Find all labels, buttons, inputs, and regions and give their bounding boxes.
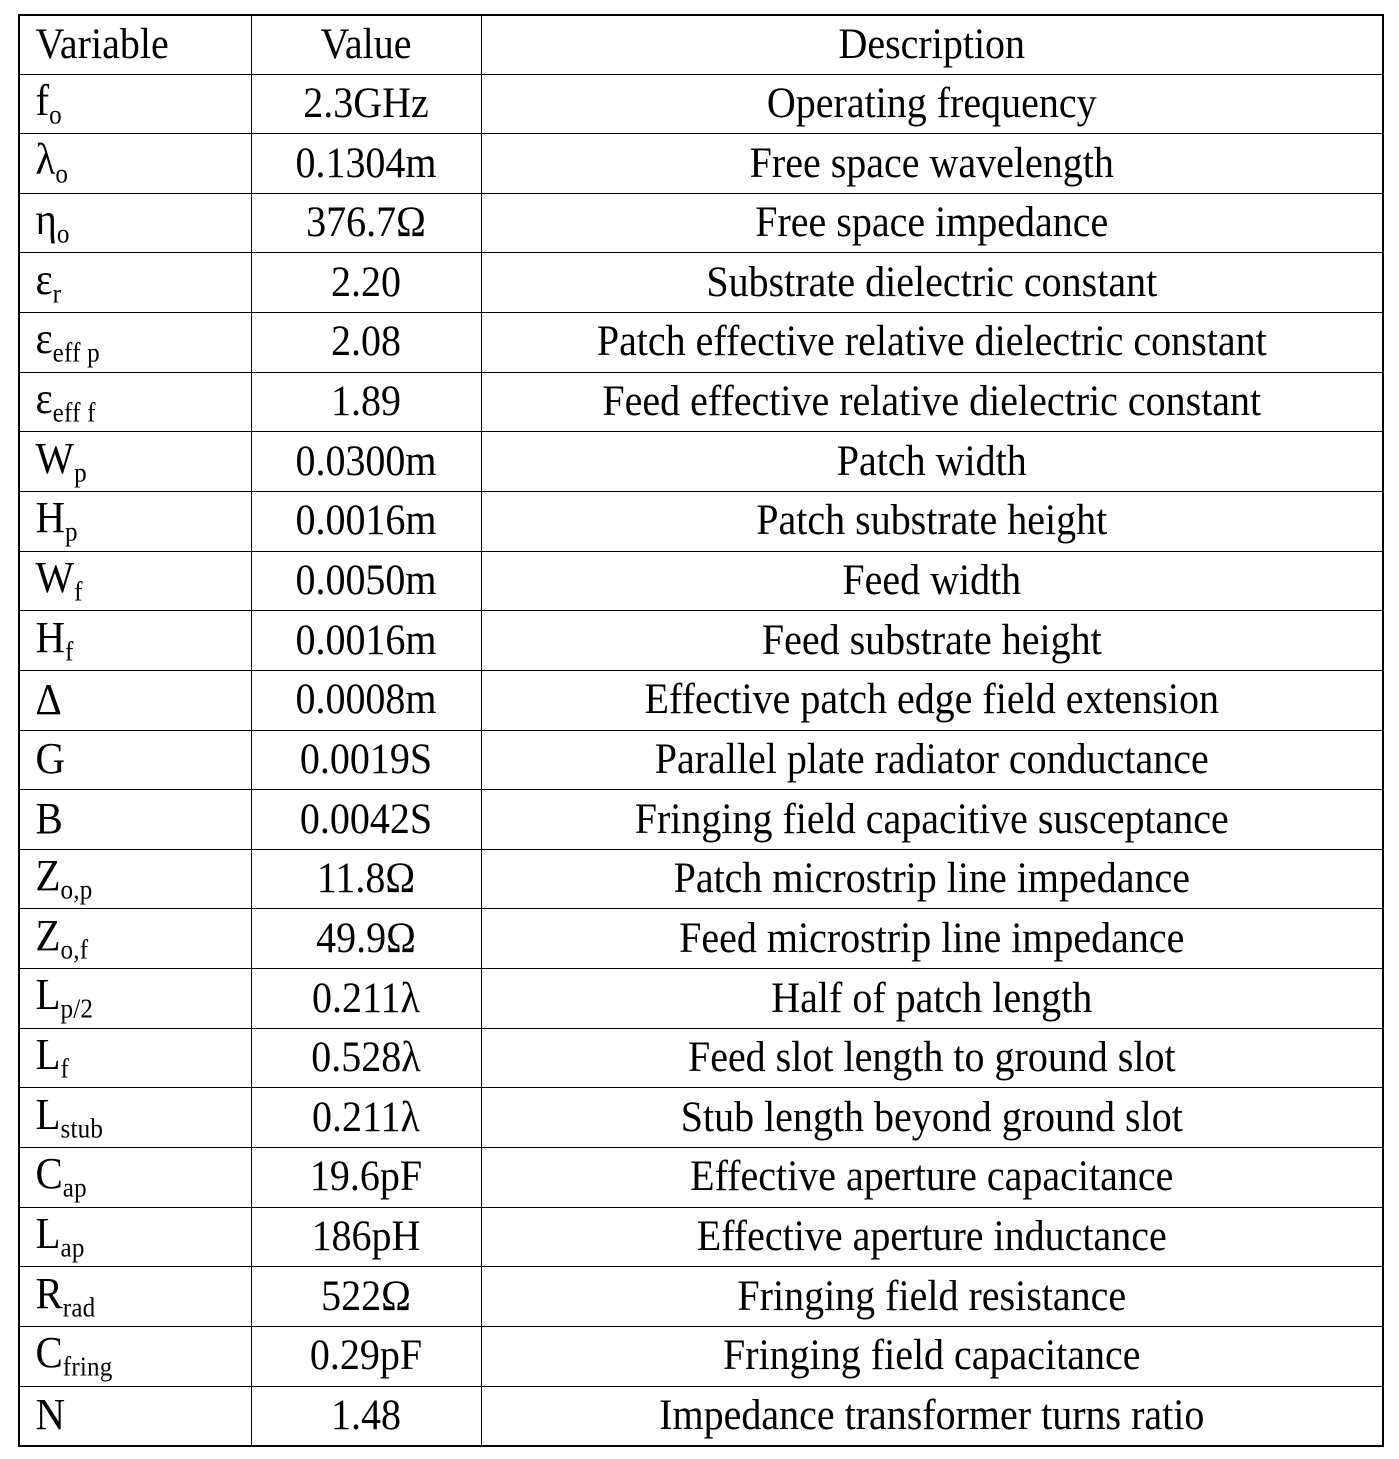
variable-symbol: R <box>35 1268 63 1318</box>
cell-variable <box>27 1267 243 1327</box>
cell-variable <box>27 730 243 790</box>
cell-value: 0.29pF <box>259 1326 473 1386</box>
variable-symbol: L <box>35 1029 61 1079</box>
variable-symbol: ε <box>35 314 53 364</box>
cell-variable <box>27 1386 243 1446</box>
cell-variable <box>27 611 243 671</box>
cell-description: Feed effective relative dielectric constant <box>513 372 1352 432</box>
cell-description: Substrate dielectric constant <box>513 253 1352 313</box>
table-row <box>19 372 1383 432</box>
variable-subscript: o <box>49 99 62 130</box>
cell-value: 2.08 <box>259 313 473 373</box>
cell-description: Patch microstrip line impedance <box>513 849 1352 909</box>
table-row <box>19 313 1383 373</box>
table-row <box>19 611 1383 671</box>
variable-symbol: L <box>35 1208 61 1258</box>
table-header <box>19 15 1383 74</box>
table-row <box>19 432 1383 492</box>
table-row <box>19 551 1383 611</box>
cell-variable <box>27 1148 243 1208</box>
cell-value: 522Ω <box>259 1267 473 1327</box>
cell-value: 0.0050m <box>259 551 473 611</box>
table-row <box>19 1028 1383 1088</box>
variable-subscript: o,p <box>60 874 93 905</box>
cell-value: 0.528λ <box>259 1028 473 1088</box>
table-row <box>19 849 1383 909</box>
variable-subscript: ap <box>60 1232 85 1263</box>
cell-description: Fringing field capacitance <box>513 1326 1352 1386</box>
variable-symbol: L <box>35 970 61 1020</box>
table-row <box>19 1326 1383 1386</box>
cell-variable <box>27 1207 243 1267</box>
variable-symbol: N <box>35 1390 66 1440</box>
cell-description: Impedance transformer turns ratio <box>513 1386 1352 1446</box>
cell-description: Patch effective relative dielectric constant <box>513 313 1352 373</box>
variable-symbol: C <box>35 1328 63 1378</box>
table-row <box>19 790 1383 850</box>
cell-variable <box>27 491 243 551</box>
cell-variable <box>27 551 243 611</box>
variable-symbol: L <box>35 1089 61 1139</box>
cell-variable <box>27 313 243 373</box>
variable-symbol: W <box>35 433 75 483</box>
table-body <box>19 74 1383 1446</box>
cell-variable <box>27 193 243 253</box>
variable-subscript: rad <box>62 1292 96 1323</box>
cell-value: 376.7Ω <box>259 193 473 253</box>
cell-description: Parallel plate radiator conductance <box>513 730 1352 790</box>
cell-description: Patch width <box>513 432 1352 492</box>
table-row <box>19 909 1383 969</box>
cell-variable <box>27 849 243 909</box>
cell-variable <box>27 74 243 134</box>
table-row <box>19 730 1383 790</box>
cell-value: 1.48 <box>259 1386 473 1446</box>
cell-variable <box>27 253 243 313</box>
cell-value: 0.0300m <box>259 432 473 492</box>
cell-description: Feed substrate height <box>513 611 1352 671</box>
cell-value: 49.9Ω <box>259 909 473 969</box>
cell-variable <box>27 134 243 194</box>
cell-description: Effective aperture capacitance <box>513 1148 1352 1208</box>
parameter-table-container <box>18 14 1382 1447</box>
variable-symbol: ε <box>35 254 53 304</box>
variable-symbol: H <box>35 493 66 543</box>
table-row <box>19 1267 1383 1327</box>
variable-subscript: o,f <box>60 934 89 965</box>
variable-symbol: H <box>35 612 66 662</box>
cell-variable <box>27 432 243 492</box>
variable-symbol: C <box>35 1149 63 1199</box>
table-header-row <box>19 15 1383 74</box>
table-row <box>19 491 1383 551</box>
variable-symbol: η <box>35 195 57 245</box>
variable-subscript: o <box>56 218 70 249</box>
cell-description: Feed microstrip line impedance <box>513 909 1352 969</box>
cell-description: Free space wavelength <box>513 134 1352 194</box>
column-header-value: Value <box>259 15 473 74</box>
variable-symbol: λ <box>35 135 56 185</box>
cell-description: Half of patch length <box>513 969 1352 1029</box>
variable-subscript: f <box>65 636 74 667</box>
variable-subscript: f <box>74 576 83 607</box>
table-row <box>19 969 1383 1029</box>
variable-subscript: stub <box>60 1113 104 1144</box>
variable-subscript: o <box>55 159 69 189</box>
variable-subscript: f <box>60 1053 70 1084</box>
table-row <box>19 1386 1383 1446</box>
variable-subscript: p <box>65 516 78 547</box>
cell-description: Operating frequency <box>513 74 1352 134</box>
table-row <box>19 193 1383 253</box>
column-header-description: Description <box>513 15 1352 74</box>
cell-value: 0.0019S <box>259 730 473 790</box>
cell-variable <box>27 790 243 850</box>
cell-value: 1.89 <box>259 372 473 432</box>
cell-description: Fringing field capacitive susceptance <box>513 790 1352 850</box>
cell-value: 0.0008m <box>259 670 473 730</box>
cell-value: 186pH <box>259 1207 473 1267</box>
variable-symbol: f <box>35 75 50 125</box>
cell-value: 11.8Ω <box>259 849 473 909</box>
variable-subscript: p/2 <box>60 993 94 1024</box>
cell-description: Effective aperture inductance <box>513 1207 1352 1267</box>
cell-variable <box>27 909 243 969</box>
table-row <box>19 1148 1383 1208</box>
cell-variable <box>27 670 243 730</box>
cell-value: 0.0016m <box>259 491 473 551</box>
variable-subscript: eff p <box>52 337 100 368</box>
cell-description: Feed width <box>513 551 1352 611</box>
cell-description: Free space impedance <box>513 193 1352 253</box>
cell-description: Effective patch edge field extension <box>513 670 1352 730</box>
cell-variable <box>27 969 243 1029</box>
cell-variable <box>27 1088 243 1148</box>
cell-value: 0.211λ <box>259 1088 473 1148</box>
cell-value: 0.1304m <box>259 134 473 194</box>
cell-variable <box>27 1326 243 1386</box>
antenna-parameter-table <box>18 14 1384 1447</box>
variable-symbol: B <box>35 794 63 844</box>
column-header-variable: Variable <box>27 15 243 74</box>
cell-variable <box>27 372 243 432</box>
table-row <box>19 1088 1383 1148</box>
cell-value: 2.3GHz <box>259 74 473 134</box>
cell-value: 0.0016m <box>259 611 473 671</box>
variable-subscript: r <box>52 278 62 309</box>
table-row <box>19 134 1383 194</box>
variable-subscript: fring <box>62 1351 113 1382</box>
variable-subscript: eff f <box>52 397 96 428</box>
cell-description: Feed slot length to ground slot <box>513 1028 1352 1088</box>
table-row <box>19 1207 1383 1267</box>
variable-symbol: ε <box>35 373 53 423</box>
variable-symbol: G <box>35 734 66 784</box>
variable-subscript: ap <box>62 1172 87 1203</box>
table-row <box>19 670 1383 730</box>
cell-description: Fringing field resistance <box>513 1267 1352 1327</box>
cell-description: Patch substrate height <box>513 491 1352 551</box>
cell-description: Stub length beyond ground slot <box>513 1088 1352 1148</box>
variable-symbol: Z <box>35 851 61 901</box>
cell-variable <box>27 1028 243 1088</box>
variable-symbol: Z <box>35 910 61 960</box>
variable-symbol: W <box>35 552 75 602</box>
table-row <box>19 74 1383 134</box>
table-row <box>19 253 1383 313</box>
cell-value: 2.20 <box>259 253 473 313</box>
cell-value: 19.6pF <box>259 1148 473 1208</box>
cell-value: 0.0042S <box>259 790 473 850</box>
variable-symbol: Δ <box>35 674 62 724</box>
cell-value: 0.211λ <box>259 969 473 1029</box>
variable-subscript: p <box>74 457 87 488</box>
